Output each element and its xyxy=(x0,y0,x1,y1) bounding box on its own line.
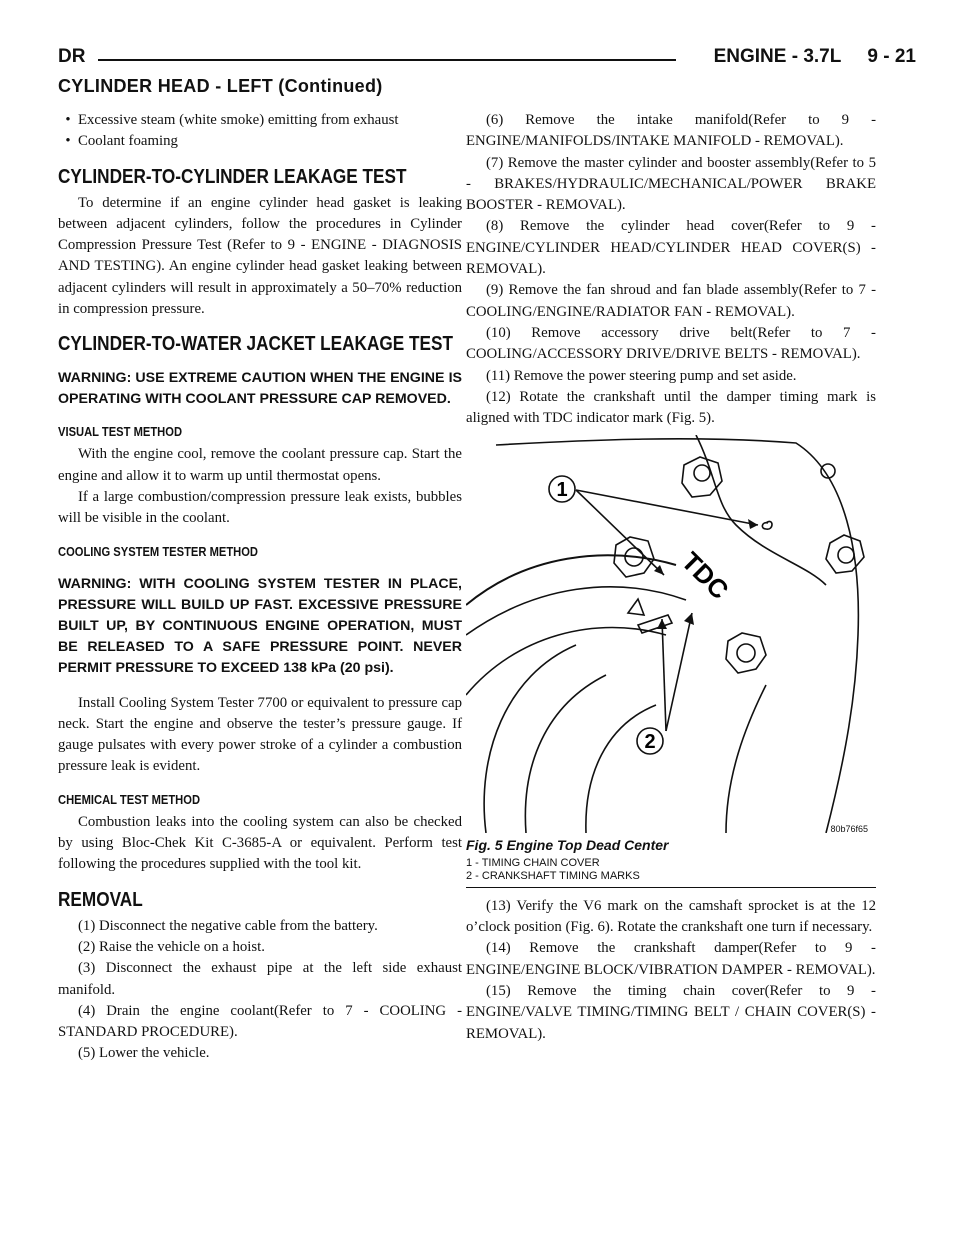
bullet-dot-icon: • xyxy=(65,133,71,150)
removal-step: (5) Lower the vehicle. xyxy=(78,1045,210,1062)
header-rule xyxy=(98,59,676,61)
figure-engine-tdc xyxy=(466,435,876,833)
removal-step: (9) Remove the fan shroud and fan blade assembly(Refer to 7 - COOLING/ENGINE/RADIATOR FAN - REMOVAL). xyxy=(466,282,876,320)
visual-test-text-2: If a large combustion/compression pressure leak exists, bubbles will be visible in the coolant. xyxy=(58,488,462,527)
bullet-item: • Coolant foaming xyxy=(58,131,462,152)
bullet-dot-icon: • xyxy=(65,112,71,128)
cooling-tester-text: Install Cooling System Tester 7700 or equivalent to pressure cap neck. Start the engine and observe the tester’s pressure gauge. If gauge pulsates with every power stroke of a cylinder a combustion pressure leak is evident. xyxy=(58,694,462,775)
callout-1: 1 xyxy=(556,479,568,502)
removal-step: (15) Remove the timing chain cover(Refer to 9 - ENGINE/VALVE TIMING/TIMING BELT / CHAIN COVER(S) - REMOVAL). xyxy=(466,982,876,1042)
tdc-label: TDC xyxy=(675,546,735,606)
removal-step: (13) Verify the V6 mark on the camshaft sprocket is at the 12 o’clock position (Fig. 6). Rotate the crankshaft one turn if necessary. xyxy=(466,897,876,936)
warning-coolant-cap: WARNING: USE EXTREME CAUTION WHEN THE ENGINE IS OPERATING WITH COOLANT PRESSURE CAP REMOVED. xyxy=(58,370,462,408)
cyl-to-water-heading: CYLINDER-TO-WATER JACKET LEAKAGE TEST xyxy=(58,333,453,356)
figure-legend-item: 1 - TIMING CHAIN COVER xyxy=(466,856,600,869)
warning-pressure: WARNING: WITH COOLING SYSTEM TESTER IN PLACE, PRESSURE WILL BUILD UP FAST. EXCESSIVE PRESSURE BUILT UP, BY CONTINUOUS ENGINE OPERATION, MUST BE RELEASED TO A SAFE PRESSURE POINT. NEVER PERMIT PRESSURE TO EXCEED 138 kPa (20 psi). xyxy=(58,575,462,676)
removal-step: (14) Remove the crankshaft damper(Refer to 9 - ENGINE/ENGINE BLOCK/VIBRATION DAMPER - REMOVAL). xyxy=(466,940,876,978)
bullet-item: • Excessive steam (white smoke) emitting from exhaust xyxy=(58,110,462,131)
left-column xyxy=(58,110,462,1065)
figure-caption: Fig. 5 Engine Top Dead Center xyxy=(466,837,669,854)
engine-tdc-illustration xyxy=(466,435,876,833)
right-column xyxy=(466,110,876,1045)
header-right: ENGINE - 3.7L 9 - 21 xyxy=(713,46,916,67)
page-header xyxy=(58,46,916,72)
removal-step: (2) Raise the vehicle on a hoist. xyxy=(78,938,265,955)
removal-step: (3) Disconnect the exhaust pipe at the left side exhaust manifold. xyxy=(58,960,462,998)
removal-step: (1) Disconnect the negative cable from the battery. xyxy=(78,917,378,934)
visual-test-heading: VISUAL TEST METHOD xyxy=(58,424,183,440)
cooling-tester-heading: COOLING SYSTEM TESTER METHOD xyxy=(58,543,259,559)
callout-2: 2 xyxy=(644,731,656,754)
cyl-to-cyl-text: To determine if an engine cylinder head gasket is leaking between adjacent cylinders, follow the procedures in Cylinder Compression Pressure Test (Refer to 9 - ENGINE - DIAGNOSIS AND TESTING). An engine cylinder head gasket leaking between adjacent cylinders will result in approximately a 50–70% reduction in compression pressure. xyxy=(58,194,462,318)
section-title: CYLINDER HEAD - LEFT (Continued) xyxy=(58,76,383,96)
chemical-test-text: Combustion leaks into the cooling system can also be checked by using Bloc-Chek Kit C-3685-A or equivalent. Perform test following the procedures supplied with the tool kit. xyxy=(58,813,462,873)
removal-step: (8) Remove the cylinder head cover(Refer to 9 - ENGINE/CYLINDER HEAD/CYLINDER HEAD COVER(S) - REMOVAL). xyxy=(466,218,876,278)
removal-step: (4) Drain the engine coolant(Refer to 7 - COOLING - STANDARD PROCEDURE). xyxy=(58,1002,462,1041)
removal-step: (6) Remove the intake manifold(Refer to 9 - ENGINE/MANIFOLDS/INTAKE MANIFOLD - REMOVAL). xyxy=(466,112,876,150)
visual-test-text-1: With the engine cool, remove the coolant pressure cap. Start the engine and allow it to warm up until thermostat opens. xyxy=(58,446,462,484)
cyl-to-cyl-heading: CYLINDER-TO-CYLINDER LEAKAGE TEST xyxy=(58,165,407,188)
removal-step: (11) Remove the power steering pump and set aside. xyxy=(486,367,797,384)
figure-code: 80b76f65 xyxy=(830,824,868,835)
removal-step: (10) Remove accessory drive belt(Refer to 7 - COOLING/ACCESSORY DRIVE/DRIVE BELTS - REMOVAL). xyxy=(466,324,876,363)
removal-step: (7) Remove the master cylinder and booster assembly(Refer to 5 - BRAKES/HYDRAULIC/MECHANICAL/POWER BRAKE BOOSTER - REMOVAL). xyxy=(466,154,876,214)
figure-legend-item: 2 - CRANKSHAFT TIMING MARKS xyxy=(466,869,640,882)
header-left: DR xyxy=(58,46,86,67)
removal-heading: REMOVAL xyxy=(58,888,143,911)
chemical-test-heading: CHEMICAL TEST METHOD xyxy=(58,791,201,807)
caption-rule xyxy=(466,887,876,888)
removal-step: (12) Rotate the crankshaft until the damper timing mark is aligned with TDC indicator mark (Fig. 5). xyxy=(466,388,876,427)
